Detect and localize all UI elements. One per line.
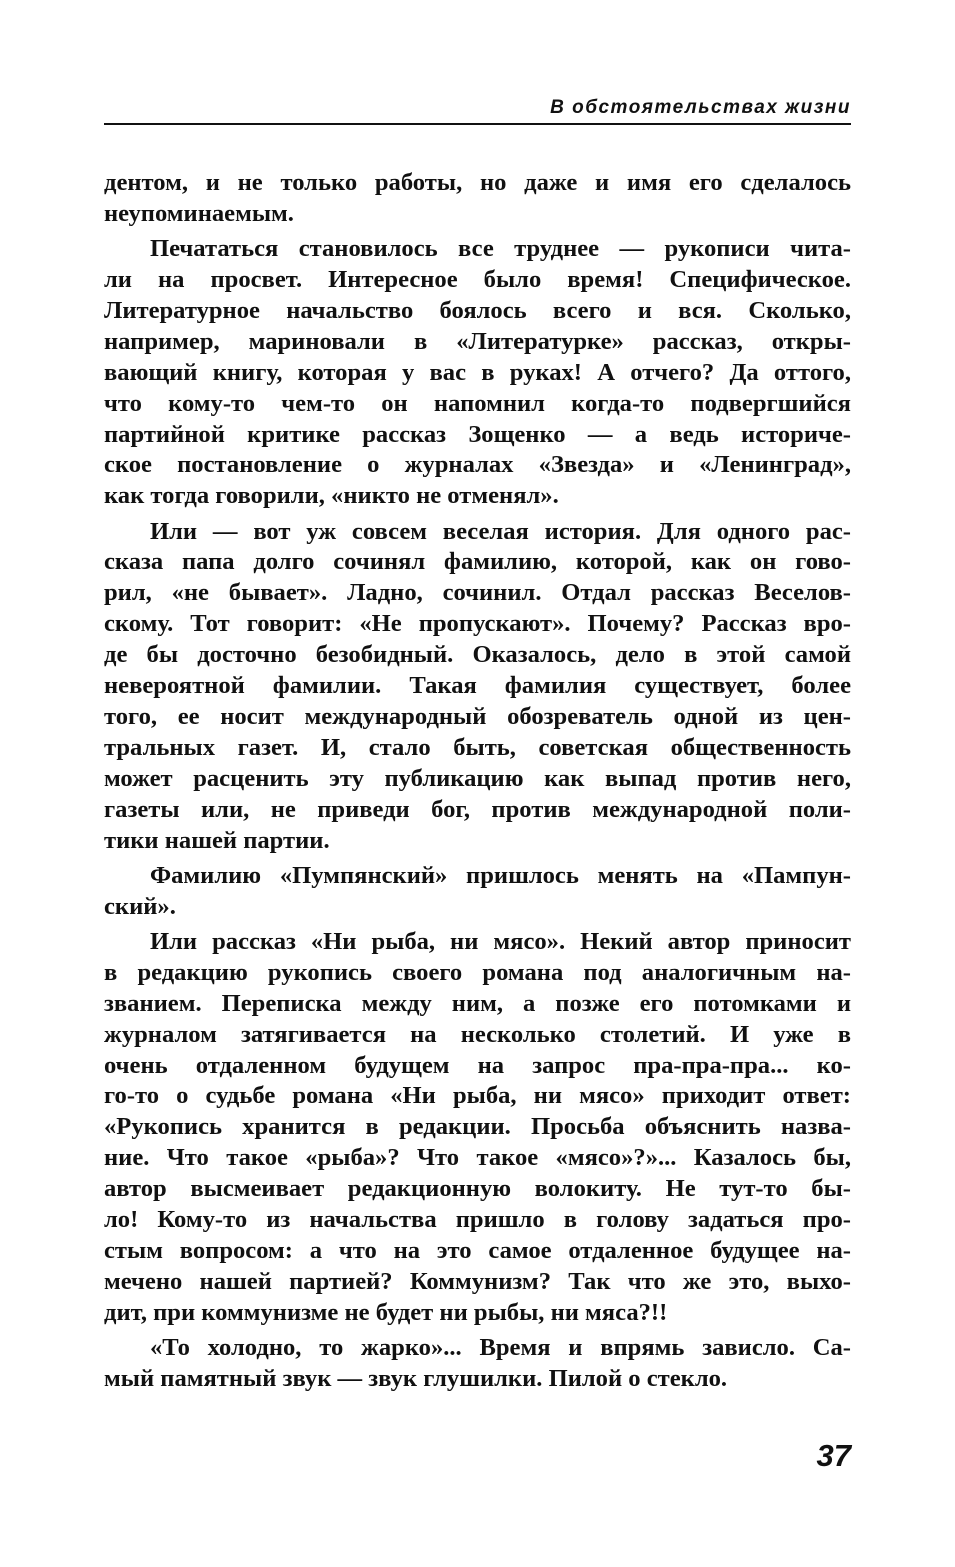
text-line: Или — вот уж совсем веселая история. Для одного рас-: [150, 517, 851, 545]
text-line: как тогда говорили, «никто не отменял».: [104, 482, 559, 510]
text-line: сказа папа долго сочинял фамилию, которой, как он гово-: [104, 548, 851, 576]
text-line: де бы досточно безобидный. Оказалось, дело в этой самой: [104, 641, 851, 669]
text-line: рил, «не бывает». Ладно, сочинил. Отдал рассказ Веселов-: [104, 579, 851, 607]
header-rule: [104, 123, 851, 125]
paragraph-1: [104, 168, 851, 230]
text-line: мый памятный звук — звук глушилки. Пилой о стекло.: [104, 1364, 728, 1392]
text-line: Печататься становилось все труднее — рукописи чита-: [150, 235, 851, 263]
text-line: того, ее носит международный обозреватель одной из цен-: [104, 703, 851, 730]
text-line: тики нашей партии.: [104, 826, 330, 854]
text-line: в редакцию рукопись своего романа под аналогичным на-: [104, 958, 851, 986]
text-line: ский».: [104, 892, 176, 920]
running-head-title: В обстоятельствах жизни: [550, 97, 851, 118]
text-line: «То холодно, то жарко»... Время и впрямь зависло. Са-: [150, 1334, 851, 1362]
text-line: может расценить эту публикацию как выпад против него,: [104, 764, 851, 792]
page-number: 37: [816, 1438, 851, 1473]
text-line: Фамилию «Пумпянский» пришлось менять на «Пампун-: [150, 861, 851, 889]
paragraph-2: [104, 234, 851, 512]
text-line: званием. Переписка между ним, а позже его потомками и: [104, 989, 851, 1017]
text-line: Литературное начальство боялось всего и вся. Сколько,: [104, 296, 851, 324]
text-line: Или рассказ «Ни рыба, ни мясо». Некий автор приносит: [150, 927, 851, 955]
text-line: стым вопросом: а что на это самое отдаленное будущее на-: [104, 1237, 851, 1264]
text-line: мечено нашей партией? Коммунизм? Так что же это, выхо-: [104, 1267, 851, 1295]
paragraph-4: [104, 861, 851, 923]
text-line: журналом затягивается на несколько столетий. И уже в: [104, 1020, 851, 1048]
text-line: газеты или, не приведи бог, против международной поли-: [104, 795, 851, 823]
text-line: тральных газет. И, стало быть, советская общественность: [104, 733, 851, 761]
body-text: [104, 168, 851, 1399]
text-line: ли на просвет. Интересное было время! Специфическое.: [104, 266, 851, 294]
text-line: невероятной фамилии. Такая фамилия существует, более: [104, 672, 851, 700]
text-line: что кому-то чем-то он напомнил когда-то подвергшийся: [104, 389, 851, 417]
text-line: неупоминаемым.: [104, 199, 294, 227]
text-line: скому. Тот говорит: «Не пропускают». Почему? Рассказ вро-: [104, 610, 851, 638]
text-line: дит, при коммунизме не будет ни рыбы, ни мяса?!!: [104, 1298, 668, 1326]
text-line: го-то о судьбе романа «Ни рыба, ни мясо» приходит ответ:: [104, 1082, 851, 1110]
paragraph-5: [104, 927, 851, 1329]
text-line: ское постановление о журналах «Звезда» и «Ленинград»,: [104, 451, 851, 479]
paragraph-3: [104, 517, 851, 857]
text-line: дентом, и не только работы, но даже и имя его сделалось: [104, 169, 851, 196]
text-line: например, мариновали в «Литературке» рассказ, откры-: [104, 327, 851, 355]
text-line: «Рукопись хранится в редакции. Просьба объяснить назва-: [104, 1113, 851, 1141]
text-line: автор высмеивает редакционную волокиту. Не тут-то бы-: [104, 1175, 851, 1203]
paragraph-6: [104, 1333, 851, 1395]
text-line: ние. Что такое «рыба»? Что такое «мясо»?»... Казалось бы,: [104, 1144, 851, 1172]
text-line: партийной критике рассказ Зощенко — а ведь историче-: [104, 420, 851, 448]
text-line: вающий книгу, которая у вас в руках! А отчего? Да оттого,: [104, 358, 851, 386]
text-line: очень отдаленном будущем на запрос пра-пра-пра... ко-: [104, 1051, 851, 1079]
text-line: ло! Кому-то из начальства пришло в голову задаться про-: [104, 1206, 851, 1234]
